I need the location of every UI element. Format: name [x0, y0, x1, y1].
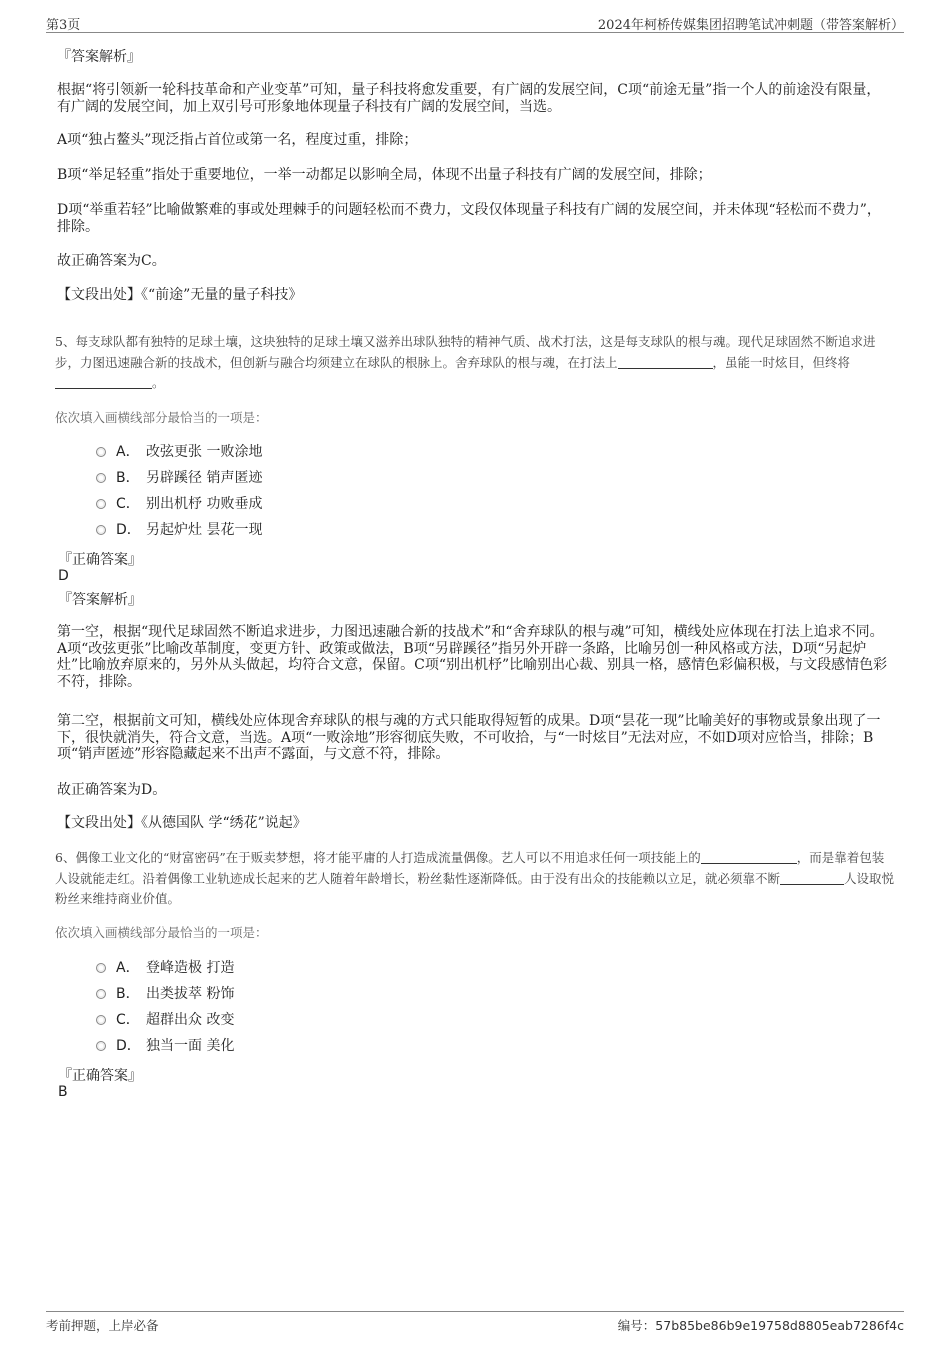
q5-analysis-para2: 第二空，根据前文可知，横线处应体现舍弃球队的根与魂的方式只能取得短暂的成果。D项“昙花一现”比喻美好的事物或景象出现了一下，很快就消失，符合文意，当选。A项“一败涂地”形容彻底失败，不可收拾，与“一时炫目”无法对应，不如D项对应恰当，排除；B项“销声匿迹”形容隐藏起来不出声不露面，与文意不符，排除。 — [57, 713, 881, 762]
q6-blank-1 — [701, 851, 797, 864]
q4-analysis-title: 『答案解析』 — [57, 49, 141, 65]
q4-source: 【文段出处】《“前途”无量的量子科技》 — [57, 287, 303, 303]
q5-blank-2 — [55, 376, 152, 389]
q4-analysis-para3: B项“举足轻重”指处于重要地位，一举一动都足以影响全局，体现不出量子科技有广阔的发展空间，排除； — [57, 167, 712, 183]
q5-correct-title: 『正确答案』 — [58, 552, 142, 568]
page-footer — [46, 1311, 904, 1334]
q4-conclusion: 故正确答案为C。 — [57, 253, 166, 269]
q5-option-a[interactable]: A． 改弦更张 一败涂地 — [96, 443, 262, 461]
q5-stem: 5、每支球队都有独特的足球土壤，这块独特的足球土壤又滋养出球队独特的精神气质、战术打法，这是每支球队的根与魂。现代足球固然不断追求进步，力图迅速融合新的技战术，但创新与融合均须建立在球队的根脉上。舍弃球队的根与魂，在打法上 ，虽能一时炫目，但终将。 — [55, 334, 876, 390]
footer-slogan: 考前押题，上岸必备 — [46, 1318, 159, 1333]
q5-option-d[interactable]: D． 另起炉灶 昙花一现 — [96, 521, 262, 539]
q4-analysis-para4: D项“举重若轻”比喻做繁难的事或处理棘手的问题轻松而不费力，文段仅体现量子科技有广阔的发展空间，并未体现“轻松而不费力”，排除。 — [57, 202, 881, 235]
radio-icon[interactable] — [96, 473, 106, 483]
q6-option-b[interactable]: B． 出类拔萃 粉饰 — [96, 985, 234, 1003]
q5-source: 【文段出处】《从德国队 学“绣花”说起》 — [57, 815, 307, 831]
page-number: 第3页 — [46, 18, 81, 33]
q6-option-a[interactable]: A． 登峰造极 打造 — [96, 959, 234, 977]
q6-option-c[interactable]: C． 超群出众 改变 — [96, 1011, 234, 1029]
q4-analysis-para1: 根据“将引领新一轮科技革命和产业变革”可知，量子科技将愈发重要，有广阔的发展空间，C项“前途无量”指一个人的前途没有限量，有广阔的发展空间，加上双引号可形象地体现量子科技有广阔的发展空间，当选。 — [57, 82, 881, 115]
q5-correct-answer: D — [58, 568, 69, 584]
q5-instruction: 依次填入画横线部分最恰当的一项是： — [55, 410, 268, 425]
q6-correct-title: 『正确答案』 — [58, 1068, 142, 1084]
q6-blank-2 — [780, 872, 844, 885]
radio-icon[interactable] — [96, 447, 106, 457]
document-code: 编号：57b85be86b9e19758d8805eab7286f4c — [617, 1318, 904, 1333]
radio-icon[interactable] — [96, 1015, 106, 1025]
q5-blank-1 — [618, 356, 713, 369]
document-title: 2024年柯桥传媒集团招聘笔试冲刺题（带答案解析） — [597, 18, 904, 33]
q6-stem: 6、偶像工业文化的“财富密码”在于贩卖梦想，将才能平庸的人打造成流量偶像。艺人可以不用追求任何一项技能上的 ，而是靠着包装人设就能走红。沿着偶像工业轨迹成长起来的艺人随着年龄增长，粉丝黏性逐渐降低。由于没有出众的技能赖以立足，就必须靠不断 人设取悦粉丝来维持商业价值。 — [55, 850, 895, 906]
q6-option-d[interactable]: D． 独当一面 美化 — [96, 1037, 234, 1055]
page-header — [46, 12, 904, 33]
q5-conclusion: 故正确答案为D。 — [57, 782, 167, 798]
q5-option-b[interactable]: B． 另辟蹊径 销声匿迹 — [96, 469, 262, 487]
q6-correct-answer: B — [58, 1084, 68, 1100]
q6-instruction: 依次填入画横线部分最恰当的一项是： — [55, 925, 268, 940]
radio-icon[interactable] — [96, 989, 106, 999]
q5-option-c[interactable]: C． 别出机杼 功败垂成 — [96, 495, 262, 513]
radio-icon[interactable] — [96, 525, 106, 535]
q4-analysis-para2: A项“独占鳌头”现泛指占首位或第一名，程度过重，排除； — [57, 132, 418, 148]
radio-icon[interactable] — [96, 1041, 106, 1051]
q5-analysis-title: 『答案解析』 — [58, 592, 142, 608]
radio-icon[interactable] — [96, 499, 106, 509]
q5-analysis-para1: 第一空，根据“现代足球固然不断追求进步，力图迅速融合新的技战术”和“舍弃球队的根与魂”可知，横线处应体现在打法上追求不同。A项“改弦更张”比喻改革制度，变更方针、政策或做法，B项“另辟蹊径”指另外开辟一条路，比喻另创一种风格或方法，D项“另起炉灶”比喻放弃原来的，另外从头做起，均符合文意，保留。C项“别出机杼”比喻别出心裁、别具一格，感情色彩偏积极，与文段感情色彩不符，排除。 — [57, 624, 888, 690]
radio-icon[interactable] — [96, 963, 106, 973]
